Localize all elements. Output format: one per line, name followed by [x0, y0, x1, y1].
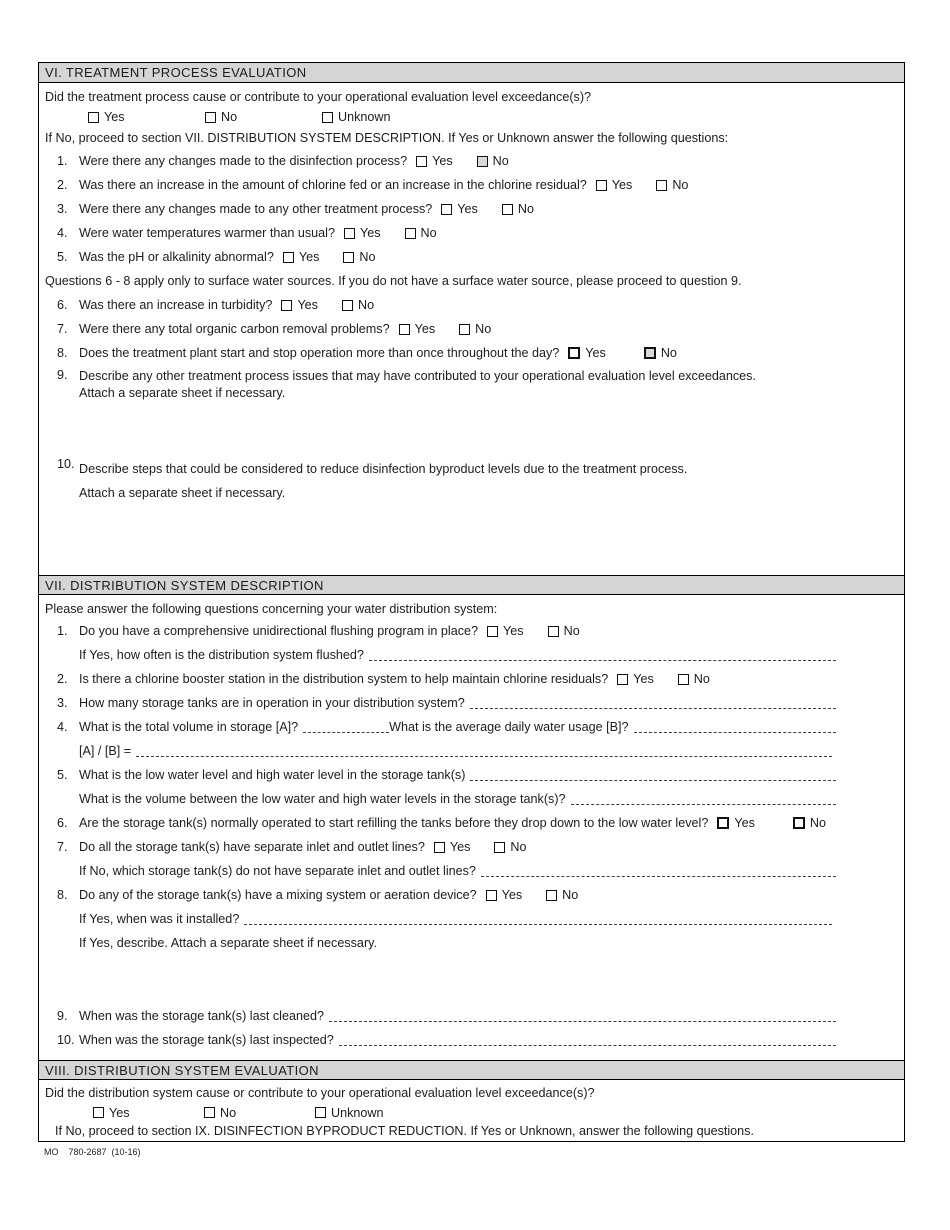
- vi-q3-yes-checkbox[interactable]: [441, 204, 452, 215]
- vii-q7-tanks-line[interactable]: [481, 876, 836, 877]
- vi-q5-yes-option: [283, 250, 320, 264]
- vii-q8-sub2-text: If Yes, describe. Attach a separate sheet if necessary.: [79, 936, 377, 950]
- vi-question-5: [39, 245, 904, 269]
- vi-q5-no-option: [343, 250, 375, 264]
- section-viii-header: [39, 1060, 904, 1080]
- vi-q7-yes-checkbox[interactable]: [399, 324, 410, 335]
- vii-q5-sub-text: What is the volume between the low water and high water levels in the storage tank(s)?: [79, 792, 566, 806]
- question-number: 5.: [57, 250, 68, 264]
- vii-q8-sub1-text: If Yes, when was it installed?: [79, 912, 240, 926]
- vii-q1-no-option: [548, 624, 580, 638]
- vi-q8-no-option: [644, 346, 677, 360]
- vii-q7-no-option: [494, 840, 526, 854]
- vi-question-3: [39, 197, 904, 221]
- vii-q4-ratio-line[interactable]: [136, 756, 832, 757]
- question-text-line2: Attach a separate sheet if necessary.: [79, 386, 286, 400]
- spacer: [39, 955, 904, 1004]
- question-text: Do you have a comprehensive unidirectional flushing program in place?: [79, 624, 479, 638]
- vi-q8-no-checkbox[interactable]: [644, 347, 656, 359]
- question-text: Do all the storage tank(s) have separate inlet and outlet lines?: [79, 840, 425, 854]
- no-label: No: [809, 816, 826, 830]
- vi-q1-yes-option: [416, 154, 453, 168]
- vi-q4-yes-option: [344, 226, 381, 240]
- vi-q1-yes-checkbox[interactable]: [416, 156, 427, 167]
- vi-question-1: [39, 149, 904, 173]
- yes-label: Yes: [359, 226, 381, 240]
- vii-q2-no-checkbox[interactable]: [678, 674, 689, 685]
- question-text: Are the storage tank(s) normally operated to start refilling the tanks before they drop down to the low water level?: [79, 816, 709, 830]
- no-label: No: [221, 110, 238, 124]
- vi-q6-yes-checkbox[interactable]: [281, 300, 292, 311]
- vi-q5-no-checkbox[interactable]: [343, 252, 354, 263]
- viii-unknown-checkbox[interactable]: [315, 1107, 326, 1118]
- yes-label: Yes: [449, 840, 471, 854]
- section-vi-content: [39, 83, 904, 575]
- vi-no-option: [205, 110, 322, 124]
- question-number: 3.: [57, 202, 68, 216]
- no-label: No: [359, 250, 376, 264]
- question-text: Was there an increase in turbidity?: [79, 298, 273, 312]
- question-number: 9.: [57, 368, 68, 382]
- vi-q7-no-option: [459, 322, 491, 336]
- vii-q4-sub-row: [39, 739, 904, 763]
- no-label: No: [563, 624, 580, 638]
- vii-lead: Please answer the following questions concerning your water distribution system:: [45, 602, 498, 616]
- unknown-label: Unknown: [331, 1105, 384, 1120]
- vii-question-2: [39, 667, 904, 691]
- vi-q3-yes-option: [441, 202, 478, 216]
- vii-question-9: [39, 1004, 904, 1028]
- vi-q2-no-checkbox[interactable]: [656, 180, 667, 191]
- question-number: 2.: [57, 178, 68, 192]
- question-number: 1.: [57, 154, 68, 168]
- viii-unknown-option: [315, 1106, 426, 1120]
- vii-question-4: [39, 715, 904, 739]
- no-label: No: [672, 178, 689, 192]
- vii-q2-yes-option: [617, 672, 654, 686]
- vi-q3-no-option: [502, 202, 534, 216]
- no-label: No: [660, 346, 677, 360]
- vi-q1-no-option: [477, 154, 509, 168]
- vii-q4-ratio-text: [A] / [B] =: [79, 744, 132, 758]
- vii-q4-volume-a-line[interactable]: [303, 732, 389, 733]
- form-page: [38, 62, 905, 1142]
- vii-q8-sub1-row: [39, 907, 904, 931]
- question-number: 6.: [57, 298, 68, 312]
- viii-yes-checkbox[interactable]: [93, 1107, 104, 1118]
- vi-q4-no-option: [405, 226, 437, 240]
- yes-label: Yes: [611, 178, 633, 192]
- section-vii-content: [39, 595, 904, 1060]
- no-label: No: [562, 888, 579, 902]
- vii-question-5: [39, 763, 904, 787]
- section-viii-content: [39, 1080, 904, 1141]
- vi-unknown-checkbox[interactable]: [322, 112, 333, 123]
- yes-label: Yes: [298, 250, 320, 264]
- vii-q6-no-option: [793, 816, 826, 830]
- question-number: 3.: [57, 696, 68, 710]
- vi-q2-no-option: [656, 178, 688, 192]
- section-vii-header: [39, 575, 904, 595]
- vi-q7-yes-option: [399, 322, 436, 336]
- vii-q6-no-checkbox[interactable]: [793, 817, 805, 829]
- question-number: 7.: [57, 322, 68, 336]
- yes-label: Yes: [501, 888, 523, 902]
- vi-question-7: [39, 317, 904, 341]
- section-vi-header: [39, 63, 904, 83]
- vii-q8-yes-option: [486, 888, 523, 902]
- vi-q8-yes-option: [568, 346, 606, 360]
- form-number: MO 780-2687 (10-16): [44, 1147, 141, 1157]
- vii-q3-tank-count-line[interactable]: [470, 708, 836, 709]
- vi-lead-question-row: [39, 87, 904, 107]
- vi-q6-no-option: [342, 298, 374, 312]
- vi-lead-question: Did the treatment process cause or contribute to your operational evaluation level exceedance(s)?: [45, 90, 592, 104]
- vii-q7-sub-text: If No, which storage tank(s) do not have separate inlet and outlet lines?: [79, 864, 476, 878]
- no-label: No: [357, 298, 375, 312]
- no-label: No: [475, 322, 492, 336]
- viii-proceed-note: If No, proceed to section IX. DISINFECTION BYPRODUCT REDUCTION. If Yes or Unknown, answer the following questions.: [55, 1124, 754, 1138]
- vi-q8-yes-checkbox[interactable]: [568, 347, 580, 359]
- vi-q4-no-checkbox[interactable]: [405, 228, 416, 239]
- vii-q10-inspected-line[interactable]: [339, 1045, 836, 1046]
- viii-no-option: [204, 1106, 315, 1120]
- viii-proceed-note-row: [39, 1122, 904, 1140]
- no-label: No: [492, 154, 509, 168]
- yes-label: Yes: [457, 202, 478, 216]
- question-text: Do any of the storage tank(s) have a mixing system or aeration device?: [79, 888, 477, 902]
- question-text: How many storage tanks are in operation in your distribution system?: [79, 696, 465, 710]
- question-number: 4.: [57, 720, 68, 734]
- vii-question-10: [39, 1028, 904, 1052]
- vii-q4-usage-b-line[interactable]: [634, 732, 836, 733]
- vii-q6-yes-option: [717, 816, 755, 830]
- vii-q1-flush-frequency-line[interactable]: [369, 660, 836, 661]
- question-text: Were there any total organic carbon removal problems?: [79, 322, 390, 336]
- vi-yes-checkbox[interactable]: [88, 112, 99, 123]
- vi-q2-yes-checkbox[interactable]: [596, 180, 607, 191]
- yes-label: Yes: [414, 322, 436, 336]
- vii-question-1: [39, 619, 904, 643]
- question-number: 10.: [57, 457, 75, 471]
- vi-q2-yes-option: [596, 178, 633, 192]
- section-vi-title: VI. TREATMENT PROCESS EVALUATION: [45, 65, 307, 80]
- yes-label: Yes: [503, 624, 524, 638]
- question-text-block: [79, 457, 687, 505]
- question-text: When was the storage tank(s) last inspected?: [79, 1033, 334, 1047]
- no-label: No: [220, 1105, 237, 1120]
- vi-yes-option: [88, 110, 205, 124]
- question-number: 5.: [57, 768, 68, 782]
- vii-q1-sub-row: [39, 643, 904, 667]
- vi-question-2: [39, 173, 904, 197]
- yes-label: Yes: [432, 154, 453, 168]
- vii-lead-row: [39, 599, 904, 619]
- question-text: When was the storage tank(s) last cleaned?: [79, 1009, 325, 1023]
- vii-q8-yes-checkbox[interactable]: [486, 890, 497, 901]
- yes-label: Yes: [109, 1105, 130, 1120]
- question-text-line2: Attach a separate sheet if necessary.: [79, 486, 286, 500]
- vii-q1-yes-checkbox[interactable]: [487, 626, 498, 637]
- no-label: No: [420, 226, 437, 240]
- vii-q2-no-option: [678, 672, 710, 686]
- vii-q7-sub-row: [39, 859, 904, 883]
- question-text: Describe any other treatment process issues that may have contributed to your operational evaluation level exceedances.: [79, 369, 756, 383]
- question-number: 8.: [57, 346, 68, 360]
- viii-lead-question-row: [39, 1083, 904, 1103]
- question-text: Was there an increase in the amount of chlorine fed or an increase in the chlorine residual?: [79, 178, 587, 192]
- vii-q8-no-option: [546, 888, 578, 902]
- question-number: 1.: [57, 624, 68, 638]
- question-number: 2.: [57, 672, 68, 686]
- vii-q1-sub-text: If Yes, how often is the distribution system flushed?: [79, 648, 364, 662]
- question-text: Was the pH or alkalinity abnormal?: [79, 250, 274, 264]
- yes-label: Yes: [734, 816, 755, 830]
- vii-q6-yes-checkbox[interactable]: [717, 817, 729, 829]
- question-text-block: [79, 368, 756, 402]
- no-label: No: [510, 840, 527, 854]
- question-text: Were there any changes made to any other treatment process?: [79, 202, 433, 216]
- unknown-label: Unknown: [338, 110, 391, 124]
- yes-label: Yes: [297, 298, 318, 312]
- vi-surface-note-row: [39, 269, 904, 293]
- question-text: Were there any changes made to the disinfection process?: [79, 154, 408, 168]
- vi-proceed-note-row: [39, 127, 904, 149]
- vi-q7-no-checkbox[interactable]: [459, 324, 470, 335]
- vii-q2-yes-checkbox[interactable]: [617, 674, 628, 685]
- yes-label: Yes: [104, 110, 125, 124]
- vi-surface-note: Questions 6 - 8 apply only to surface water sources. If you do not have a surface water source, please proceed to question 9.: [45, 274, 742, 288]
- vi-lead-options-row: [39, 107, 904, 127]
- vii-q5-levels-line[interactable]: [470, 780, 836, 781]
- no-label: No: [517, 202, 534, 216]
- vii-q8-sub2-row: [39, 931, 904, 955]
- question-text: What is the low water level and high water level in the storage tank(s): [79, 768, 466, 782]
- vi-question-4: [39, 221, 904, 245]
- vii-q7-no-checkbox[interactable]: [494, 842, 505, 853]
- vi-no-checkbox[interactable]: [205, 112, 216, 123]
- viii-lead-options-row: [39, 1103, 904, 1122]
- yes-label: Yes: [585, 346, 606, 360]
- vii-q8-no-checkbox[interactable]: [546, 890, 557, 901]
- vii-q7-yes-option: [434, 840, 471, 854]
- section-viii-title: VIII. DISTRIBUTION SYSTEM EVALUATION: [45, 1062, 319, 1078]
- vii-q9-cleaned-line[interactable]: [329, 1021, 836, 1022]
- vi-unknown-option: [322, 110, 439, 124]
- vii-question-6: [39, 811, 904, 835]
- question-number: 10.: [57, 1033, 75, 1047]
- question-text: Were water temperatures warmer than usual?: [79, 226, 335, 240]
- question-number: 4.: [57, 226, 68, 240]
- question-text: Describe steps that could be considered to reduce disinfection byproduct levels due to the treatment process.: [79, 462, 688, 476]
- vi-q5-yes-checkbox[interactable]: [283, 252, 294, 263]
- vii-q8-installed-line[interactable]: [244, 924, 832, 925]
- question-text-a: What is the total volume in storage [A]?: [79, 720, 299, 734]
- vii-q7-yes-checkbox[interactable]: [434, 842, 445, 853]
- question-number: 8.: [57, 888, 68, 902]
- vii-q5-volume-line[interactable]: [571, 804, 836, 805]
- question-text: Is there a chlorine booster station in the distribution system to help maintain chlorine residuals?: [79, 672, 609, 686]
- vi-q3-no-checkbox[interactable]: [502, 204, 513, 215]
- section-vii-title: VII. DISTRIBUTION SYSTEM DESCRIPTION: [45, 577, 324, 593]
- vi-question-6: [39, 293, 904, 317]
- vii-q1-yes-option: [487, 624, 524, 638]
- viii-lead-question: Did the distribution system cause or contribute to your operational evaluation level exceedance(s)?: [45, 1086, 595, 1100]
- vi-question-9: [39, 365, 904, 402]
- question-number: 9.: [57, 1009, 68, 1023]
- vi-question-10: [39, 454, 904, 505]
- viii-yes-option: [93, 1106, 204, 1120]
- vii-question-8: [39, 883, 904, 907]
- vii-question-7: [39, 835, 904, 859]
- viii-no-checkbox[interactable]: [204, 1107, 215, 1118]
- no-label: No: [693, 672, 710, 686]
- vii-q5-sub-row: [39, 787, 904, 811]
- vii-q1-no-checkbox[interactable]: [548, 626, 559, 637]
- vi-q6-no-checkbox[interactable]: [342, 300, 353, 311]
- vii-question-3: [39, 691, 904, 715]
- question-number: 7.: [57, 840, 68, 854]
- vi-proceed-note: If No, proceed to section VII. DISTRIBUTION SYSTEM DESCRIPTION. If Yes or Unknown answer the following questions:: [45, 131, 729, 145]
- vi-q1-no-checkbox[interactable]: [477, 156, 488, 167]
- vi-q6-yes-option: [281, 298, 318, 312]
- vi-q4-yes-checkbox[interactable]: [344, 228, 355, 239]
- yes-label: Yes: [633, 672, 654, 686]
- question-number: 6.: [57, 816, 68, 830]
- question-text-b: What is the average daily water usage [B]?: [389, 720, 629, 734]
- vi-question-8: [39, 341, 904, 365]
- question-text: Does the treatment plant start and stop operation more than once throughout the day?: [79, 346, 560, 360]
